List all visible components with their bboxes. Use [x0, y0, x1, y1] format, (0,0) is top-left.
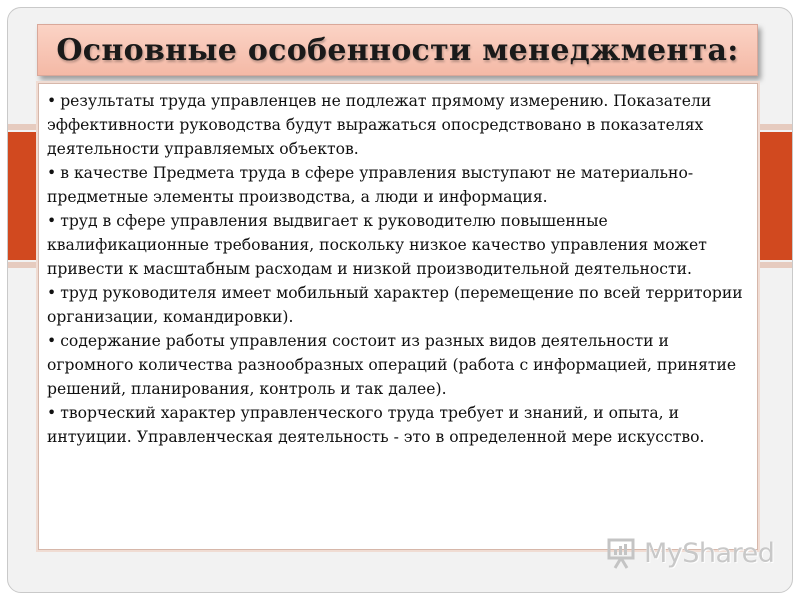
bullet-text: в качестве Предмета труда в сфере управления выступают не материально-предметные элементы производства, а люди и информация. — [47, 164, 694, 206]
bullet-item — [47, 401, 749, 449]
watermark — [606, 536, 774, 570]
bullet-item — [47, 209, 749, 281]
bullet-dot: • — [47, 284, 57, 302]
bullet-item — [47, 161, 749, 209]
bullet-list — [47, 89, 749, 449]
bullet-text: содержание работы управления состоит из разных видов деятельности и огромного количества разнообразных операций (работа с информацией, принятие решений, планирования, контроль и так далее). — [47, 332, 737, 398]
bullet-dot: • — [47, 332, 57, 350]
slide-title: Основные особенности менеджмента: — [56, 32, 739, 68]
bullet-item — [47, 329, 749, 401]
bullet-text: творческий характер управленческого труда требует и знаний, и опыта, и интуиции. Управленческая деятельность - это в определенной мере искусство. — [47, 404, 705, 446]
content-box — [38, 83, 758, 550]
bullet-item — [47, 89, 749, 161]
bullet-text: труд руководителя имеет мобильный характер (перемещение по всей территории организации, командировки). — [47, 284, 743, 326]
bullet-item — [47, 281, 749, 329]
bullet-text: труд в сфере управления выдвигает к руководителю повышенные квалификационные требования, поскольку низкое качество управления может привести к масштабным расходам и низкой производительной деятельности. — [47, 212, 707, 278]
bullet-dot: • — [47, 92, 57, 110]
bullet-text: результаты труда управленцев не подлежат прямому измерению. Показатели эффективности руководства будут выражаться опосредствовано в показателях деятельности управляемых объектов. — [47, 92, 712, 158]
title-bar — [37, 24, 758, 76]
bullet-dot: • — [47, 164, 57, 182]
bullet-dot: • — [47, 404, 57, 422]
presentation-board-icon — [606, 536, 640, 570]
watermark-text: MyShared — [644, 537, 775, 569]
bullet-dot: • — [47, 212, 57, 230]
